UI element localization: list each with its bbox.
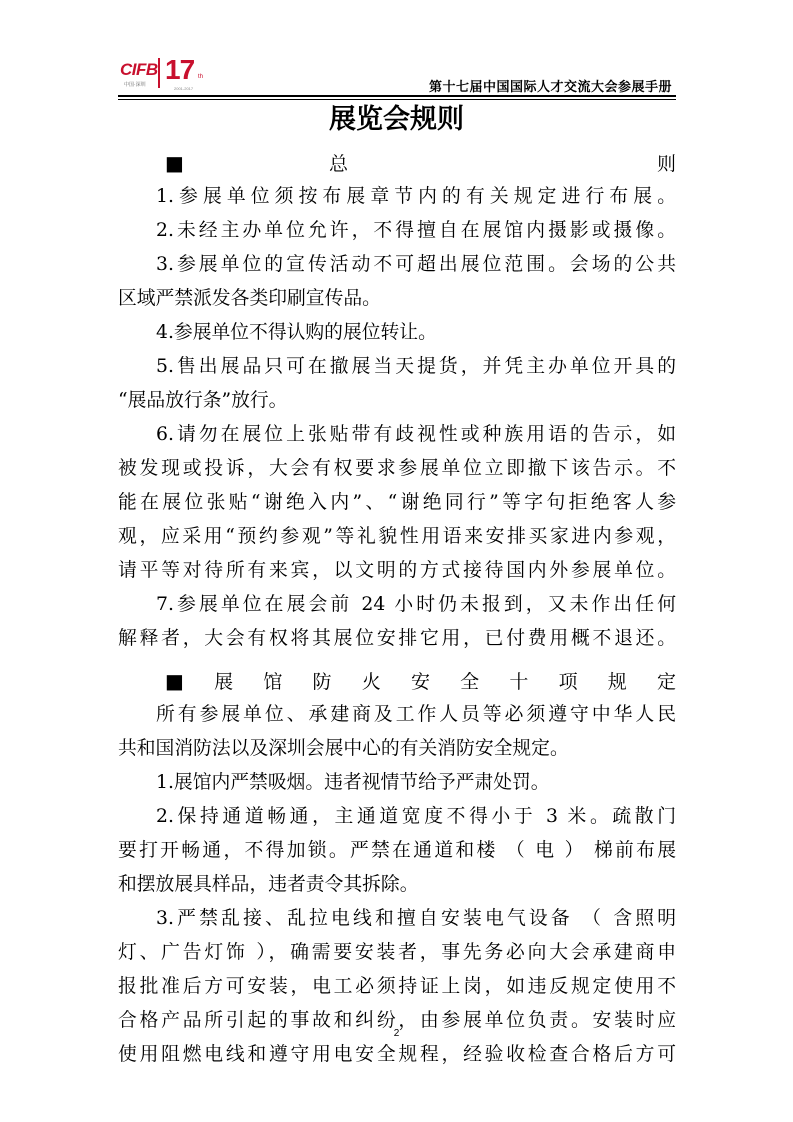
section-heading-label: 总 则 xyxy=(328,153,676,175)
logo-divider xyxy=(158,58,160,88)
paragraph-line: 共和国消防法以及深圳会展中心的有关消防安全规定。 xyxy=(118,738,569,759)
paragraph-line: “展品放行条”放行。 xyxy=(118,390,288,411)
section-heading-general xyxy=(118,146,676,180)
paragraph-line: 请平等对待所有来宾，以文明的方式接待国内外参展单位。 xyxy=(118,560,676,581)
manual-title: 第十七届中国国际人才交流大会参展手册 xyxy=(428,80,672,95)
paragraph-line: 2.未经主办单位允许，不得擅自在展馆内摄影或摄像。 xyxy=(156,220,676,241)
paragraph-line: 合格产品所引起的事故和纠纷，由参展单位负责。安装时应 xyxy=(118,1010,676,1031)
paragraph-line: 灯、广告灯饰 ），确需要安装者，事先务必向大会承建商申 xyxy=(118,942,676,963)
paragraph-line: 观，应采用“预约参观”等礼貌性用语来安排买家进内参观， xyxy=(118,526,676,547)
paragraph-line: 能在展位张贴“谢绝入内”、“谢绝同行”等字句拒绝客人参 xyxy=(118,492,676,513)
logo-years: 2001-2017 xyxy=(174,86,194,91)
logo-text: CIFB xyxy=(120,60,158,79)
paragraph-line: 区域严禁派发各类印刷宣传品。 xyxy=(118,288,381,309)
page-header xyxy=(118,50,678,96)
logo-number: 17 xyxy=(165,54,195,85)
paragraph-line: 3.严禁乱接、乱拉电线和擅自安装电气设备 （ 含照明 xyxy=(156,908,676,929)
square-bullet-icon: ■ xyxy=(165,151,329,175)
document-body xyxy=(118,146,676,1072)
paragraph-line: 报批准后方可安装，电工必须持证上岗，如违反规定使用不 xyxy=(118,976,676,997)
paragraph-line: 被发现或投诉，大会有权要求参展单位立即撤下该告示。不 xyxy=(118,458,676,479)
paragraph-line: 5.售出展品只可在撤展当天提货，并凭主办单位开具的 xyxy=(156,356,676,377)
paragraph-line: 要打开畅通，不得加锁。严禁在通道和楼 （ 电 ） 梯前布展 xyxy=(118,840,676,861)
paragraph-line: 和摆放展具样品，违者责令其拆除。 xyxy=(118,874,419,895)
paragraph-line: 2.保持通道畅通，主通道宽度不得小于 3 米。疏散门 xyxy=(156,806,676,827)
paragraph-line: 6.请勿在展位上张贴带有歧视性或种族用语的告示，如 xyxy=(156,424,676,445)
paragraph-line: 所有参展单位、承建商及工作人员等必须遵守中华人民 xyxy=(156,704,676,725)
page-number: 2 xyxy=(393,1028,400,1039)
paragraph-line: 1.展馆内严禁吸烟。违者视情节给予严肃处罚。 xyxy=(156,772,550,793)
section-heading-label: 展馆防火安全十项规定 xyxy=(214,671,676,693)
paragraph-line: 解释者，大会有权将其展位安排它用，已付费用概不退还。 xyxy=(118,628,676,649)
square-bullet-icon: ■ xyxy=(165,669,215,693)
section-heading-fire-safety xyxy=(118,664,676,698)
cifb-logo xyxy=(118,50,218,96)
header-rule-thick xyxy=(118,95,676,97)
paragraph-line: 3.参展单位的宣传活动不可超出展位范围。会场的公共 xyxy=(156,254,676,275)
page-title: 展览会规则 xyxy=(329,104,464,135)
paragraph-line: 使用阻燃电线和遵守用电安全规程，经验收检查合格后方可 xyxy=(118,1044,676,1065)
paragraph-line: 4.参展单位不得认购的展位转让。 xyxy=(156,322,437,343)
paragraph-line: 7.参展单位在展会前 24 小时仍未报到，又未作出任何 xyxy=(156,594,676,615)
logo-subtext: 中国·深圳 xyxy=(124,82,146,88)
paragraph-line: 1.参展单位须按布展章节内的有关规定进行布展。 xyxy=(156,186,676,207)
logo-suffix: th xyxy=(198,74,204,80)
